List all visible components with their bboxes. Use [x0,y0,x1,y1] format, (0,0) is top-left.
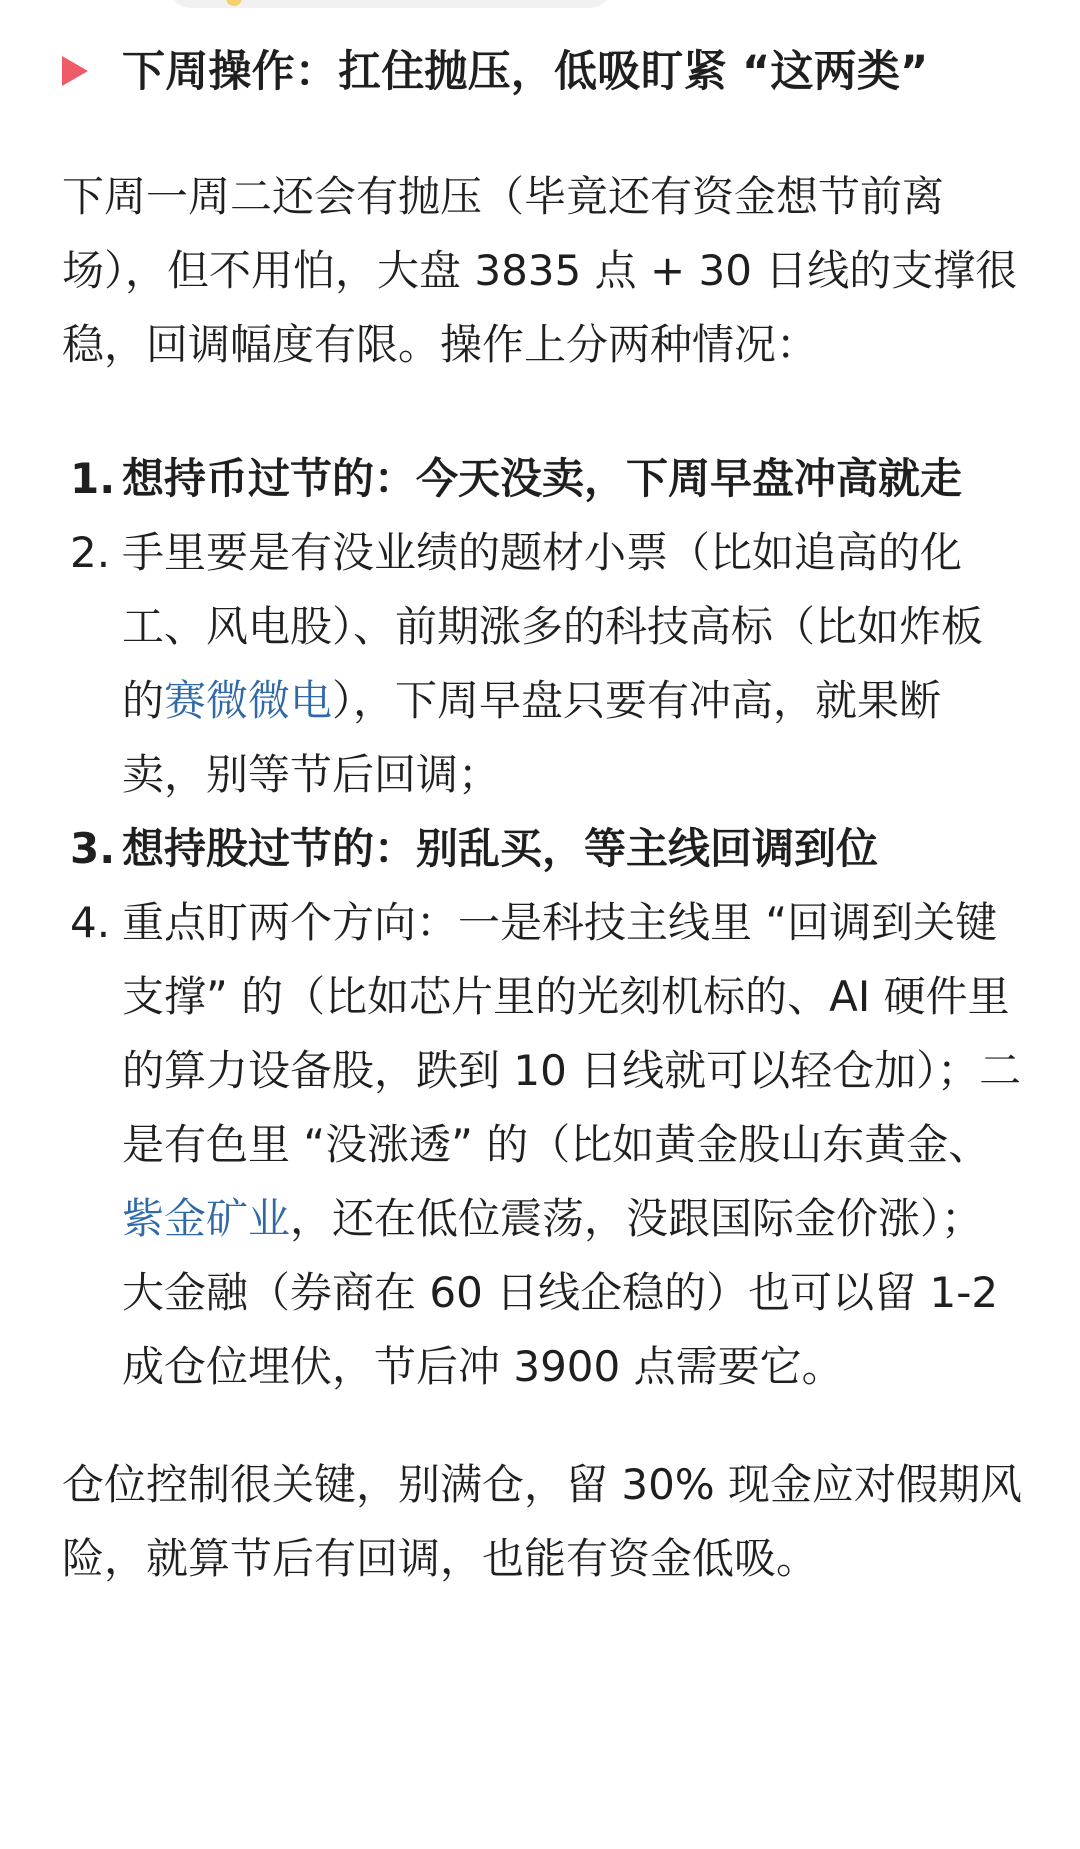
list-item-text-tail: ，还在低位震荡，没跟国际金价涨）；大金融（券商在 60 日线企稳的）也可以留 1-2 成仓位埋伏，节后冲 3900 点需要它。 [122,1194,999,1391]
list-item-number: 2. [70,528,111,577]
stock-link-zijin-mining[interactable]: 紫金矿业 [122,1194,291,1243]
closing-paragraph: 仓位控制很关键，别满仓，留 30% 现金应对假期风险，就算节后有回调，也能有资金低吸。 [62,1460,1023,1583]
list-item-number: 1. [70,454,116,503]
list-item-number: 4. [70,898,111,947]
intro-paragraph: 下周一周二还会有抛压（毕竟还有资金想节前离场），但不用怕，大盘 3835 点 + 30 日线的支撑很稳，回调幅度有限。操作上分两种情况： [62,172,1018,369]
article-content [62,34,1042,1596]
list-item-text-tail: ），下周早盘只要有冲高，就果断卖，别等节后回调； [122,676,942,799]
list-item-text: 想持币过节的：今天没卖，下周早盘冲高就走 [122,454,963,503]
section-title: 下周操作：扛住抛压，低吸盯紧 “这两类” [122,47,929,97]
section-header [62,34,1042,110]
list-item-text: 想持股过节的：别乱买，等主线回调到位 [122,824,879,873]
stock-link-saiweiweidian[interactable]: 赛微微电 [164,676,333,725]
list-item-number: 3. [70,824,116,873]
list-item-text: 手里要是有没业绩的题材小票（比如追高的化工、风电股）、前期涨多的科技高标（比如炸板的 [122,528,984,725]
list-item [62,812,1022,886]
play-triangle-icon [62,56,88,86]
operation-list [62,442,1022,1404]
list-item [62,886,1022,1404]
list-item-text: 重点盯两个方向：一是科技主线里 “回调到关键支撑” 的（比如芯片里的光刻机标的、AI 硬件里的算力设备股，跌到 10 日线就可以轻仓加）；二是有色里 “没涨透” 的（比如黄金股山东黄金、 [122,898,1022,1169]
list-item [62,516,1022,812]
list-item [62,442,1022,516]
